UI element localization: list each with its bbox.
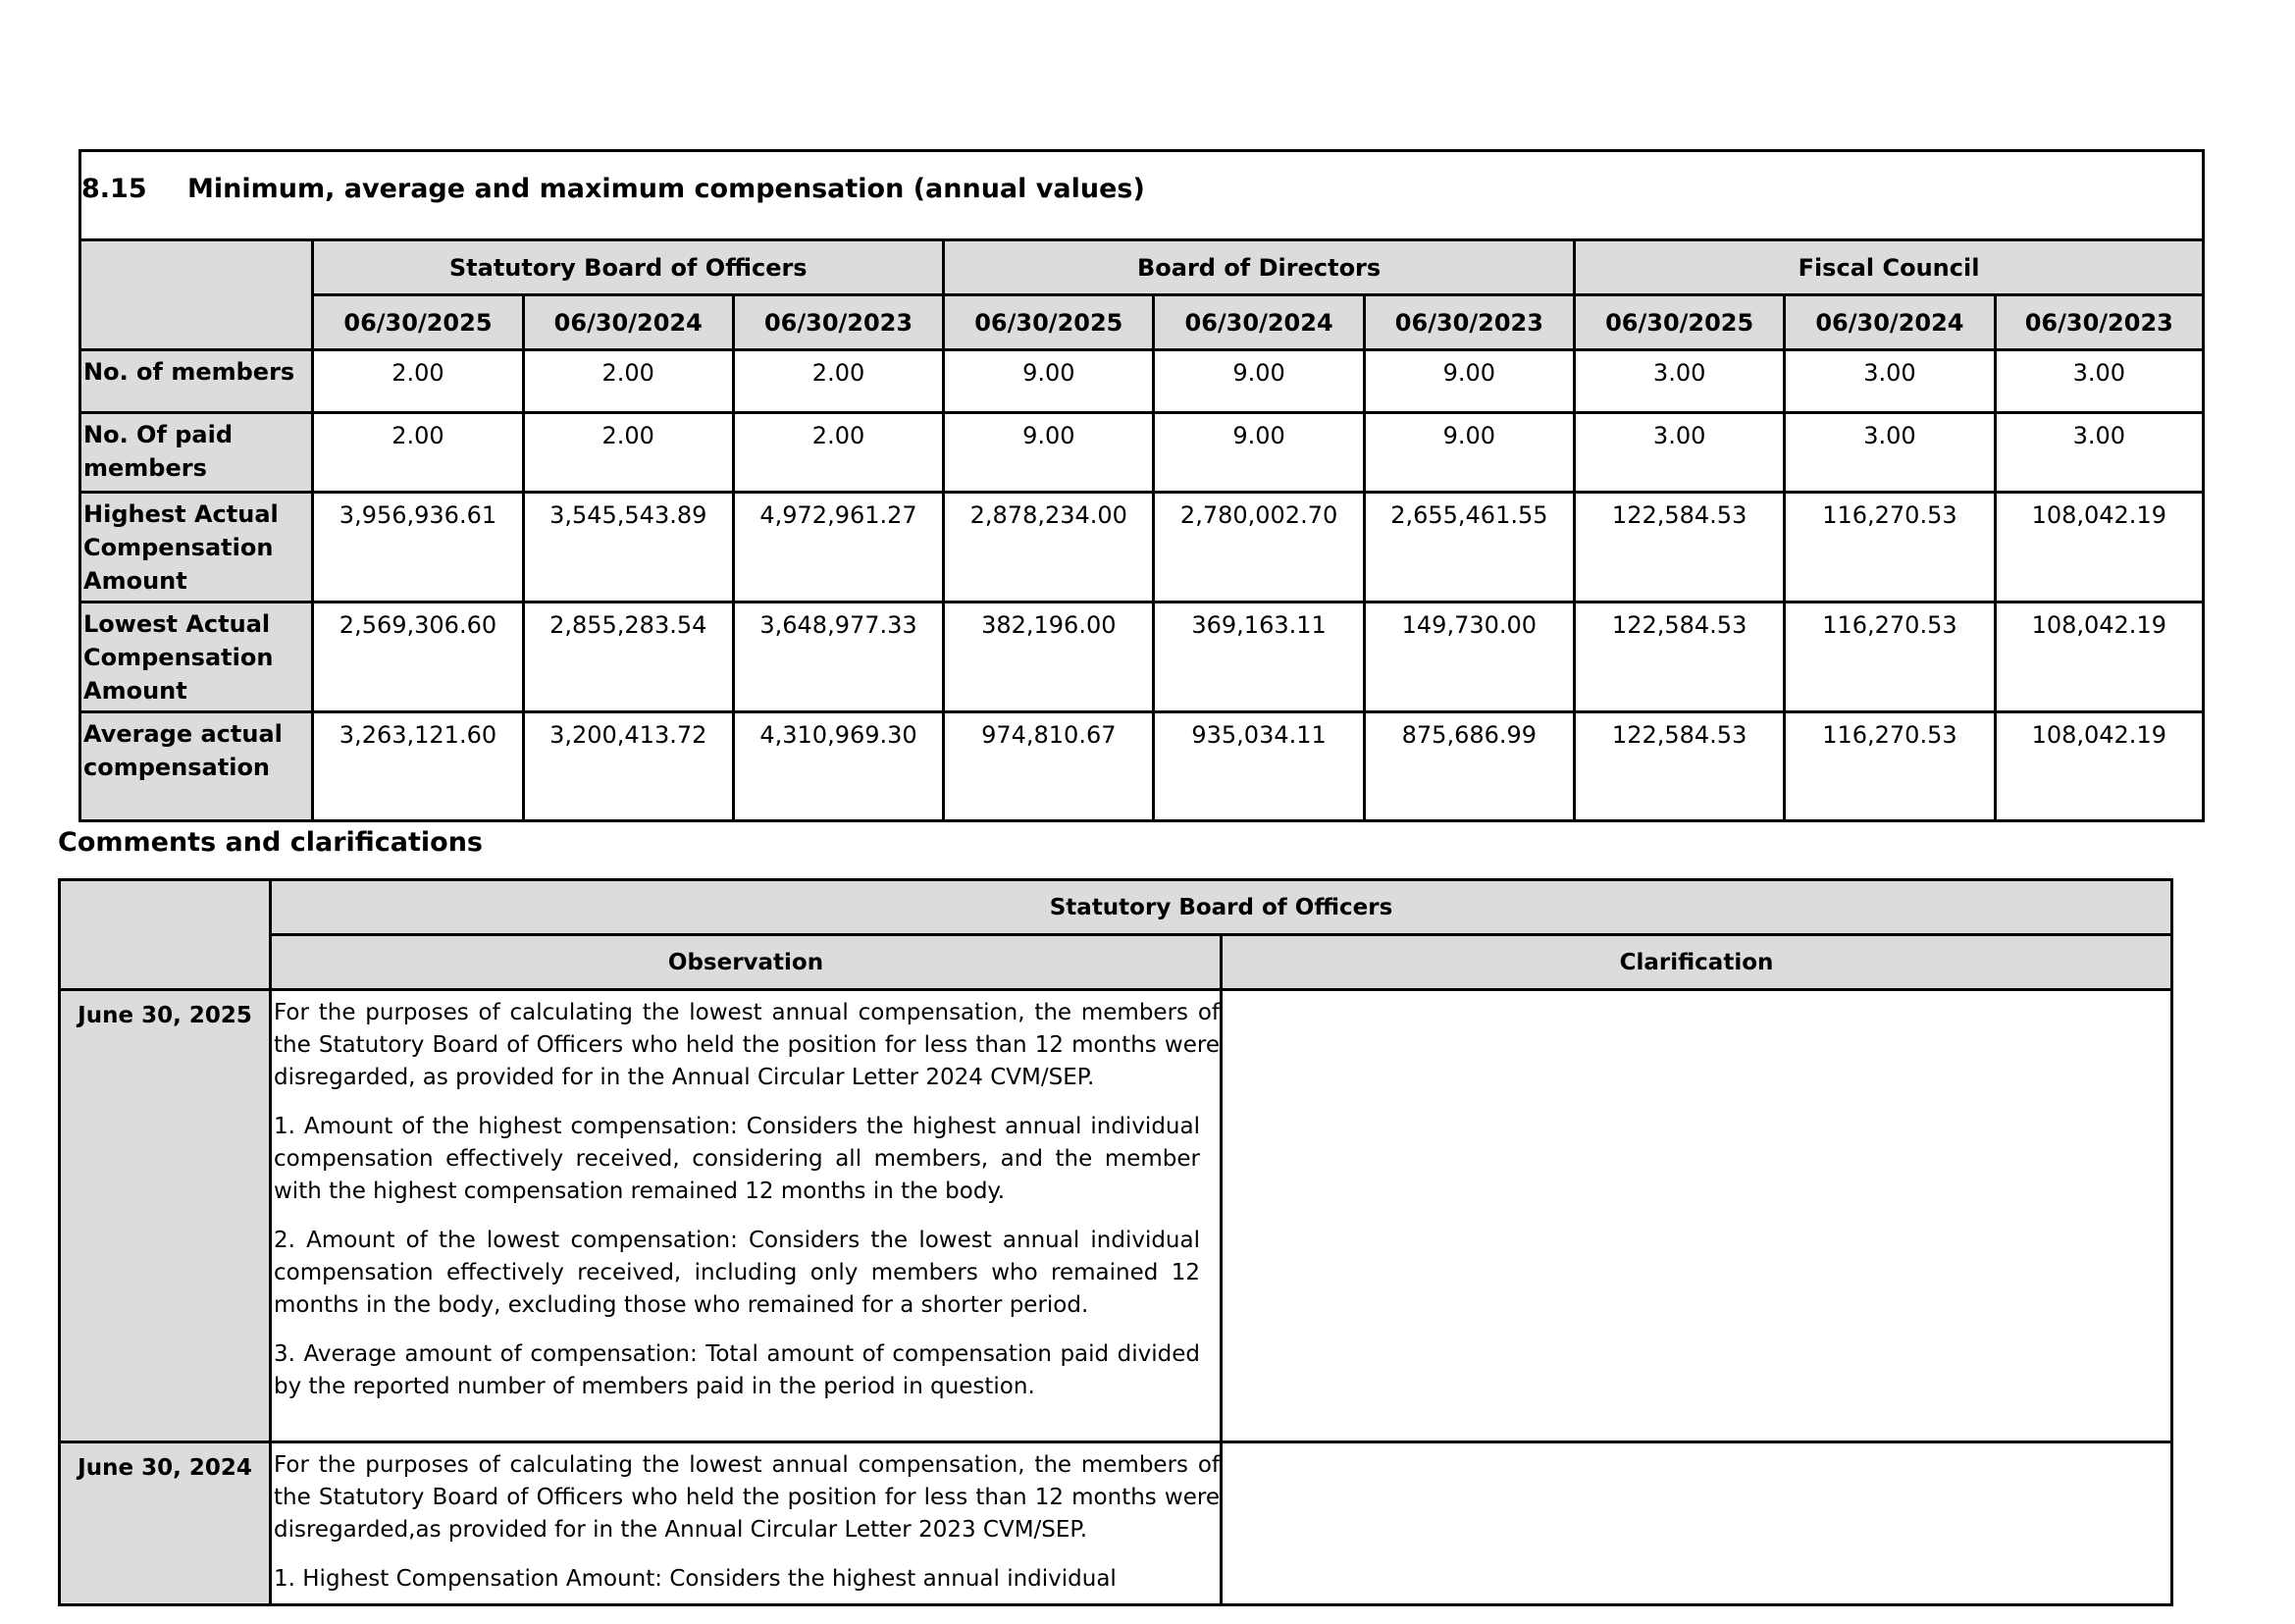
date-header: 06/30/2024 xyxy=(523,295,733,350)
corner-cell xyxy=(60,880,271,990)
comments-group-header: Statutory Board of Officers xyxy=(271,880,2172,935)
section-title xyxy=(80,151,2204,240)
value-cell: 3.00 xyxy=(1575,413,1785,493)
value-cell: 2,855,283.54 xyxy=(523,602,733,712)
value-cell: 3,200,413.72 xyxy=(523,712,733,821)
value-cell: 108,042.19 xyxy=(1995,493,2203,602)
row-label: No. Of paid members xyxy=(80,413,313,493)
value-cell: 108,042.19 xyxy=(1995,602,2203,712)
value-cell: 9.00 xyxy=(1364,350,1574,413)
value-cell: 4,310,969.30 xyxy=(733,712,943,821)
clarification-cell xyxy=(1222,1442,2172,1605)
row-label: Average actual compensation xyxy=(80,712,313,821)
value-cell: 3,956,936.61 xyxy=(313,493,523,602)
clarification-cell xyxy=(1222,990,2172,1442)
table-row xyxy=(80,602,2204,712)
value-cell: 116,270.53 xyxy=(1785,712,1995,821)
group-header-statutory-board: Statutory Board of Officers xyxy=(313,240,944,295)
value-cell: 116,270.53 xyxy=(1785,493,1995,602)
date-header: 06/30/2024 xyxy=(1785,295,1995,350)
table-row xyxy=(80,712,2204,821)
comments-heading: Comments and clarifications xyxy=(58,827,484,858)
row-label: Highest Actual Compensation Amount xyxy=(80,493,313,602)
value-cell: 9.00 xyxy=(1364,413,1574,493)
row-date: June 30, 2024 xyxy=(60,1442,271,1605)
value-cell: 369,163.11 xyxy=(1154,602,1364,712)
group-header-fiscal-council: Fiscal Council xyxy=(1575,240,2204,295)
value-cell: 2.00 xyxy=(313,350,523,413)
compensation-table xyxy=(78,149,2205,822)
value-cell: 116,270.53 xyxy=(1785,602,1995,712)
table-row xyxy=(80,493,2204,602)
date-header: 06/30/2023 xyxy=(733,295,943,350)
value-cell: 3,263,121.60 xyxy=(313,712,523,821)
value-cell: 3.00 xyxy=(1995,350,2203,413)
value-cell: 382,196.00 xyxy=(944,602,1154,712)
table-row xyxy=(80,413,2204,493)
observation-paragraph: 1. Amount of the highest compensation: Considers the highest annual individual compensation effectively received, considering all members, and the member with the highest compensation remained 12 months in the body. xyxy=(274,1114,1200,1204)
value-cell: 3.00 xyxy=(1575,350,1785,413)
value-cell: 935,034.11 xyxy=(1154,712,1364,821)
value-cell: 3.00 xyxy=(1995,413,2203,493)
row-date: June 30, 2025 xyxy=(60,990,271,1442)
value-cell: 2.00 xyxy=(523,350,733,413)
value-cell: 2,878,234.00 xyxy=(944,493,1154,602)
value-cell: 9.00 xyxy=(1154,413,1364,493)
value-cell: 2,655,461.55 xyxy=(1364,493,1574,602)
observation-paragraph: For the purposes of calculating the lowest annual compensation, the members of the Statutory Board of Officers who held the position for less than 12 months were disregarded,as provided for in the Annual Circular Letter 2023 CVM/SEP. xyxy=(274,1452,1220,1543)
value-cell: 9.00 xyxy=(944,413,1154,493)
row-label: No. of members xyxy=(80,350,313,413)
value-cell: 9.00 xyxy=(1154,350,1364,413)
observation-paragraph: 1. Highest Compensation Amount: Considers the highest annual individual xyxy=(274,1566,1117,1592)
table-row xyxy=(60,1442,2172,1605)
comments-table xyxy=(58,878,2173,1606)
value-cell: 2.00 xyxy=(313,413,523,493)
section-number: 8.15 xyxy=(81,174,147,204)
value-cell: 2.00 xyxy=(733,350,943,413)
date-header: 06/30/2025 xyxy=(313,295,523,350)
observation-paragraph: For the purposes of calculating the lowest annual compensation, the members of the Statutory Board of Officers who held the position for less than 12 months were disregarded, as provided for in the Annual Circular Letter 2024 CVM/SEP. xyxy=(274,1000,1220,1090)
section-title-text: Minimum, average and maximum compensation (annual values) xyxy=(187,174,1145,204)
value-cell: 875,686.99 xyxy=(1364,712,1574,821)
date-header: 06/30/2023 xyxy=(1364,295,1574,350)
value-cell: 3.00 xyxy=(1785,413,1995,493)
group-header-board-of-directors: Board of Directors xyxy=(944,240,1575,295)
value-cell: 2.00 xyxy=(733,413,943,493)
value-cell: 2,780,002.70 xyxy=(1154,493,1364,602)
value-cell: 9.00 xyxy=(944,350,1154,413)
value-cell: 108,042.19 xyxy=(1995,712,2203,821)
value-cell: 3,648,977.33 xyxy=(733,602,943,712)
observation-paragraph: 3. Average amount of compensation: Total amount of compensation paid divided by the reported number of members paid in the period in question. xyxy=(274,1341,1200,1399)
value-cell: 974,810.67 xyxy=(944,712,1154,821)
date-header: 06/30/2025 xyxy=(1575,295,1785,350)
observation-header: Observation xyxy=(271,935,1222,990)
date-header: 06/30/2025 xyxy=(944,295,1154,350)
value-cell: 2.00 xyxy=(523,413,733,493)
table-row xyxy=(80,350,2204,413)
value-cell: 122,584.53 xyxy=(1575,712,1785,821)
value-cell: 4,972,961.27 xyxy=(733,493,943,602)
corner-cell xyxy=(80,240,313,350)
value-cell: 149,730.00 xyxy=(1364,602,1574,712)
observation-paragraph: 2. Amount of the lowest compensation: Considers the lowest annual individual compensation effectively received, including only members who remained 12 months in the body, excluding those who remained for a shorter period. xyxy=(274,1228,1200,1318)
date-header: 06/30/2024 xyxy=(1154,295,1364,350)
table-row xyxy=(60,990,2172,1442)
value-cell: 2,569,306.60 xyxy=(313,602,523,712)
value-cell: 3.00 xyxy=(1785,350,1995,413)
value-cell: 122,584.53 xyxy=(1575,493,1785,602)
date-header: 06/30/2023 xyxy=(1995,295,2203,350)
row-label: Lowest Actual Compensation Amount xyxy=(80,602,313,712)
observation-cell xyxy=(271,1442,1222,1605)
clarification-header: Clarification xyxy=(1222,935,2172,990)
value-cell: 3,545,543.89 xyxy=(523,493,733,602)
observation-cell xyxy=(271,990,1222,1442)
value-cell: 122,584.53 xyxy=(1575,602,1785,712)
